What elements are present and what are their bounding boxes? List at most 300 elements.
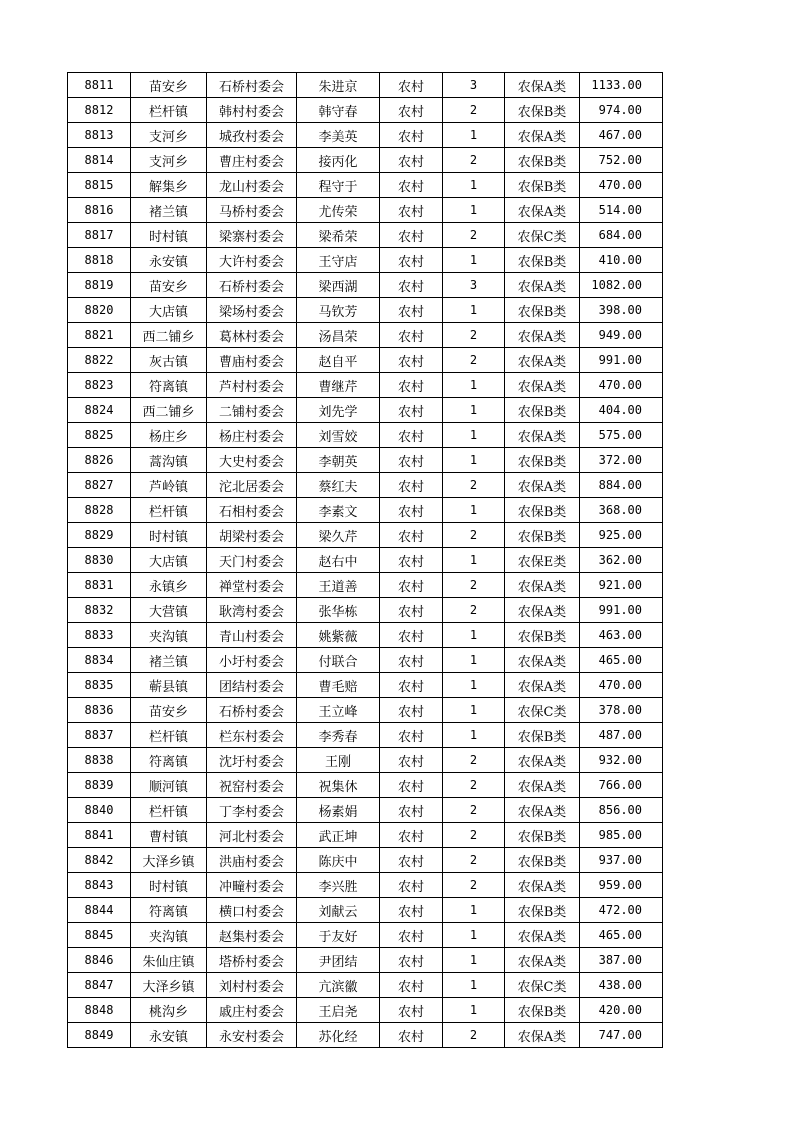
- table-row: [68, 673, 663, 698]
- village-committee-cell: 栏东村委会: [207, 723, 297, 748]
- record-id-cell: 8843: [68, 873, 131, 898]
- person-name-cell: 武正坤: [297, 823, 380, 848]
- person-name-cell: 王启尧: [297, 998, 380, 1023]
- table-row: [68, 523, 663, 548]
- amount-cell: 1133.00: [580, 73, 663, 98]
- record-id-cell: 8838: [68, 748, 131, 773]
- person-name-cell: 刘雪姣: [297, 423, 380, 448]
- village-committee-cell: 大史村委会: [207, 448, 297, 473]
- insurance-category-cell: 农保C类: [505, 973, 580, 998]
- member-count-cell: 1: [443, 248, 505, 273]
- member-count-cell: 3: [443, 73, 505, 98]
- household-type-cell: 农村: [380, 73, 443, 98]
- person-name-cell: 赵右中: [297, 548, 380, 573]
- township-cell: 桃沟乡: [131, 998, 207, 1023]
- table-row: [68, 273, 663, 298]
- record-id-cell: 8825: [68, 423, 131, 448]
- member-count-cell: 1: [443, 948, 505, 973]
- person-name-cell: 李秀春: [297, 723, 380, 748]
- table-row: [68, 873, 663, 898]
- household-type-cell: 农村: [380, 573, 443, 598]
- township-cell: 符离镇: [131, 898, 207, 923]
- record-id-cell: 8833: [68, 623, 131, 648]
- household-type-cell: 农村: [380, 673, 443, 698]
- member-count-cell: 2: [443, 598, 505, 623]
- household-type-cell: 农村: [380, 123, 443, 148]
- person-name-cell: 尤传荣: [297, 198, 380, 223]
- household-type-cell: 农村: [380, 848, 443, 873]
- person-name-cell: 韩守春: [297, 98, 380, 123]
- amount-cell: 465.00: [580, 648, 663, 673]
- table-row: [68, 998, 663, 1023]
- amount-cell: 949.00: [580, 323, 663, 348]
- household-type-cell: 农村: [380, 923, 443, 948]
- household-type-cell: 农村: [380, 698, 443, 723]
- table-row: [68, 123, 663, 148]
- village-committee-cell: 芦村村委会: [207, 373, 297, 398]
- person-name-cell: 马钦芳: [297, 298, 380, 323]
- record-id-cell: 8831: [68, 573, 131, 598]
- household-type-cell: 农村: [380, 348, 443, 373]
- person-name-cell: 杨素娟: [297, 798, 380, 823]
- village-committee-cell: 团结村委会: [207, 673, 297, 698]
- township-cell: 大店镇: [131, 548, 207, 573]
- member-count-cell: 1: [443, 198, 505, 223]
- table-row: [68, 223, 663, 248]
- person-name-cell: 曹继芹: [297, 373, 380, 398]
- village-committee-cell: 龙山村委会: [207, 173, 297, 198]
- amount-cell: 467.00: [580, 123, 663, 148]
- record-id-cell: 8839: [68, 773, 131, 798]
- person-name-cell: 刘献云: [297, 898, 380, 923]
- insurance-category-cell: 农保A类: [505, 348, 580, 373]
- household-type-cell: 农村: [380, 498, 443, 523]
- amount-cell: 472.00: [580, 898, 663, 923]
- person-name-cell: 李朝英: [297, 448, 380, 473]
- insurance-category-cell: 农保C类: [505, 698, 580, 723]
- record-id-cell: 8841: [68, 823, 131, 848]
- member-count-cell: 1: [443, 498, 505, 523]
- table-row: [68, 623, 663, 648]
- township-cell: 蕲县镇: [131, 673, 207, 698]
- township-cell: 大营镇: [131, 598, 207, 623]
- amount-cell: 1082.00: [580, 273, 663, 298]
- record-id-cell: 8812: [68, 98, 131, 123]
- table-row: [68, 73, 663, 98]
- record-id-cell: 8816: [68, 198, 131, 223]
- person-name-cell: 接丙化: [297, 148, 380, 173]
- household-type-cell: 农村: [380, 523, 443, 548]
- table-body: [68, 73, 663, 1048]
- insurance-category-cell: 农保A类: [505, 373, 580, 398]
- township-cell: 顺河镇: [131, 773, 207, 798]
- member-count-cell: 2: [443, 1023, 505, 1048]
- table-row: [68, 898, 663, 923]
- township-cell: 曹村镇: [131, 823, 207, 848]
- insurance-category-cell: 农保C类: [505, 223, 580, 248]
- household-type-cell: 农村: [380, 823, 443, 848]
- household-type-cell: 农村: [380, 898, 443, 923]
- household-type-cell: 农村: [380, 423, 443, 448]
- amount-cell: 514.00: [580, 198, 663, 223]
- table-row: [68, 148, 663, 173]
- table-row: [68, 723, 663, 748]
- table-row: [68, 498, 663, 523]
- amount-cell: 470.00: [580, 373, 663, 398]
- amount-cell: 684.00: [580, 223, 663, 248]
- township-cell: 灰古镇: [131, 348, 207, 373]
- amount-cell: 766.00: [580, 773, 663, 798]
- township-cell: 栏杆镇: [131, 498, 207, 523]
- table-row: [68, 373, 663, 398]
- person-name-cell: 曹毛赔: [297, 673, 380, 698]
- amount-cell: 856.00: [580, 798, 663, 823]
- insurance-category-cell: 农保B类: [505, 498, 580, 523]
- village-committee-cell: 耿湾村委会: [207, 598, 297, 623]
- person-name-cell: 梁西湖: [297, 273, 380, 298]
- village-committee-cell: 小圩村委会: [207, 648, 297, 673]
- village-committee-cell: 丁李村委会: [207, 798, 297, 823]
- person-name-cell: 陈庆中: [297, 848, 380, 873]
- township-cell: 永安镇: [131, 1023, 207, 1048]
- household-type-cell: 农村: [380, 798, 443, 823]
- insurance-category-cell: 农保B类: [505, 173, 580, 198]
- member-count-cell: 1: [443, 698, 505, 723]
- household-type-cell: 农村: [380, 948, 443, 973]
- village-committee-cell: 城孜村委会: [207, 123, 297, 148]
- township-cell: 朱仙庄镇: [131, 948, 207, 973]
- member-count-cell: 2: [443, 348, 505, 373]
- record-id-cell: 8817: [68, 223, 131, 248]
- insurance-category-cell: 农保B类: [505, 398, 580, 423]
- township-cell: 褚兰镇: [131, 648, 207, 673]
- amount-cell: 438.00: [580, 973, 663, 998]
- insurance-category-cell: 农保A类: [505, 648, 580, 673]
- record-id-cell: 8832: [68, 598, 131, 623]
- member-count-cell: 1: [443, 973, 505, 998]
- member-count-cell: 2: [443, 848, 505, 873]
- table-row: [68, 823, 663, 848]
- table-row: [68, 598, 663, 623]
- village-committee-cell: 梁场村委会: [207, 298, 297, 323]
- township-cell: 西二铺乡: [131, 398, 207, 423]
- insurance-category-cell: 农保B类: [505, 98, 580, 123]
- amount-cell: 959.00: [580, 873, 663, 898]
- table-row: [68, 448, 663, 473]
- member-count-cell: 1: [443, 673, 505, 698]
- table-row: [68, 248, 663, 273]
- member-count-cell: 1: [443, 623, 505, 648]
- household-type-cell: 农村: [380, 648, 443, 673]
- member-count-cell: 2: [443, 773, 505, 798]
- village-committee-cell: 石桥村委会: [207, 273, 297, 298]
- township-cell: 杨庄乡: [131, 423, 207, 448]
- insurance-category-cell: 农保B类: [505, 298, 580, 323]
- amount-cell: 974.00: [580, 98, 663, 123]
- table-row: [68, 423, 663, 448]
- township-cell: 符离镇: [131, 748, 207, 773]
- amount-cell: 937.00: [580, 848, 663, 873]
- insurance-category-cell: 农保A类: [505, 573, 580, 598]
- member-count-cell: 1: [443, 898, 505, 923]
- insurance-category-cell: 农保A类: [505, 198, 580, 223]
- record-id-cell: 8837: [68, 723, 131, 748]
- village-committee-cell: 曹庙村委会: [207, 348, 297, 373]
- insurance-category-cell: 农保A类: [505, 123, 580, 148]
- table-row: [68, 548, 663, 573]
- record-id-cell: 8824: [68, 398, 131, 423]
- township-cell: 符离镇: [131, 373, 207, 398]
- township-cell: 褚兰镇: [131, 198, 207, 223]
- village-committee-cell: 大许村委会: [207, 248, 297, 273]
- household-type-cell: 农村: [380, 198, 443, 223]
- township-cell: 大泽乡镇: [131, 848, 207, 873]
- township-cell: 永镇乡: [131, 573, 207, 598]
- amount-cell: 372.00: [580, 448, 663, 473]
- household-type-cell: 农村: [380, 373, 443, 398]
- insurance-category-cell: 农保A类: [505, 73, 580, 98]
- amount-cell: 575.00: [580, 423, 663, 448]
- village-committee-cell: 冲疃村委会: [207, 873, 297, 898]
- person-name-cell: 刘先学: [297, 398, 380, 423]
- member-count-cell: 1: [443, 448, 505, 473]
- person-name-cell: 王刚: [297, 748, 380, 773]
- records-table: [67, 72, 663, 1048]
- insurance-category-cell: 农保A类: [505, 798, 580, 823]
- amount-cell: 991.00: [580, 598, 663, 623]
- table-row: [68, 948, 663, 973]
- village-committee-cell: 祝窑村委会: [207, 773, 297, 798]
- record-id-cell: 8811: [68, 73, 131, 98]
- table-row: [68, 348, 663, 373]
- insurance-category-cell: 农保A类: [505, 748, 580, 773]
- person-name-cell: 朱进京: [297, 73, 380, 98]
- insurance-category-cell: 农保A类: [505, 423, 580, 448]
- table-row: [68, 973, 663, 998]
- amount-cell: 487.00: [580, 723, 663, 748]
- member-count-cell: 1: [443, 123, 505, 148]
- household-type-cell: 农村: [380, 273, 443, 298]
- amount-cell: 368.00: [580, 498, 663, 523]
- record-id-cell: 8814: [68, 148, 131, 173]
- record-id-cell: 8819: [68, 273, 131, 298]
- amount-cell: 410.00: [580, 248, 663, 273]
- amount-cell: 921.00: [580, 573, 663, 598]
- amount-cell: 378.00: [580, 698, 663, 723]
- village-committee-cell: 石桥村委会: [207, 698, 297, 723]
- village-committee-cell: 马桥村委会: [207, 198, 297, 223]
- township-cell: 夹沟镇: [131, 923, 207, 948]
- insurance-category-cell: 农保A类: [505, 1023, 580, 1048]
- record-id-cell: 8846: [68, 948, 131, 973]
- member-count-cell: 1: [443, 398, 505, 423]
- village-committee-cell: 沱北居委会: [207, 473, 297, 498]
- township-cell: 苗安乡: [131, 273, 207, 298]
- township-cell: 栏杆镇: [131, 798, 207, 823]
- person-name-cell: 张华栋: [297, 598, 380, 623]
- township-cell: 时村镇: [131, 523, 207, 548]
- record-id-cell: 8845: [68, 923, 131, 948]
- table-row: [68, 298, 663, 323]
- insurance-category-cell: 农保A类: [505, 948, 580, 973]
- amount-cell: 470.00: [580, 173, 663, 198]
- table-row: [68, 573, 663, 598]
- table-row: [68, 473, 663, 498]
- person-name-cell: 汤昌荣: [297, 323, 380, 348]
- amount-cell: 752.00: [580, 148, 663, 173]
- village-committee-cell: 刘村村委会: [207, 973, 297, 998]
- table-row: [68, 98, 663, 123]
- amount-cell: 463.00: [580, 623, 663, 648]
- record-id-cell: 8820: [68, 298, 131, 323]
- member-count-cell: 2: [443, 748, 505, 773]
- household-type-cell: 农村: [380, 1023, 443, 1048]
- record-id-cell: 8822: [68, 348, 131, 373]
- record-id-cell: 8842: [68, 848, 131, 873]
- village-committee-cell: 洪庙村委会: [207, 848, 297, 873]
- record-id-cell: 8836: [68, 698, 131, 723]
- village-committee-cell: 永安村委会: [207, 1023, 297, 1048]
- village-committee-cell: 胡梁村委会: [207, 523, 297, 548]
- village-committee-cell: 葛林村委会: [207, 323, 297, 348]
- person-name-cell: 蔡红夫: [297, 473, 380, 498]
- person-name-cell: 亢滨徽: [297, 973, 380, 998]
- amount-cell: 387.00: [580, 948, 663, 973]
- table-row: [68, 923, 663, 948]
- township-cell: 栏杆镇: [131, 723, 207, 748]
- record-id-cell: 8818: [68, 248, 131, 273]
- record-id-cell: 8847: [68, 973, 131, 998]
- township-cell: 时村镇: [131, 873, 207, 898]
- member-count-cell: 1: [443, 923, 505, 948]
- record-id-cell: 8848: [68, 998, 131, 1023]
- household-type-cell: 农村: [380, 773, 443, 798]
- table-row: [68, 323, 663, 348]
- amount-cell: 465.00: [580, 923, 663, 948]
- household-type-cell: 农村: [380, 873, 443, 898]
- amount-cell: 420.00: [580, 998, 663, 1023]
- amount-cell: 362.00: [580, 548, 663, 573]
- amount-cell: 398.00: [580, 298, 663, 323]
- township-cell: 大泽乡镇: [131, 973, 207, 998]
- person-name-cell: 程守于: [297, 173, 380, 198]
- member-count-cell: 2: [443, 523, 505, 548]
- household-type-cell: 农村: [380, 473, 443, 498]
- village-committee-cell: 沈圩村委会: [207, 748, 297, 773]
- member-count-cell: 1: [443, 173, 505, 198]
- township-cell: 永安镇: [131, 248, 207, 273]
- member-count-cell: 2: [443, 223, 505, 248]
- amount-cell: 884.00: [580, 473, 663, 498]
- insurance-category-cell: 农保A类: [505, 273, 580, 298]
- insurance-category-cell: 农保A类: [505, 873, 580, 898]
- person-name-cell: 于友好: [297, 923, 380, 948]
- insurance-category-cell: 农保A类: [505, 673, 580, 698]
- insurance-category-cell: 农保B类: [505, 723, 580, 748]
- record-id-cell: 8849: [68, 1023, 131, 1048]
- table-row: [68, 648, 663, 673]
- insurance-category-cell: 农保B类: [505, 148, 580, 173]
- person-name-cell: 梁希荣: [297, 223, 380, 248]
- member-count-cell: 1: [443, 298, 505, 323]
- table-row: [68, 848, 663, 873]
- person-name-cell: 梁久芹: [297, 523, 380, 548]
- record-id-cell: 8840: [68, 798, 131, 823]
- amount-cell: 985.00: [580, 823, 663, 848]
- household-type-cell: 农村: [380, 623, 443, 648]
- village-committee-cell: 青山村委会: [207, 623, 297, 648]
- village-committee-cell: 韩村村委会: [207, 98, 297, 123]
- table-row: [68, 798, 663, 823]
- record-id-cell: 8823: [68, 373, 131, 398]
- amount-cell: 747.00: [580, 1023, 663, 1048]
- insurance-category-cell: 农保B类: [505, 848, 580, 873]
- member-count-cell: 3: [443, 273, 505, 298]
- table-row: [68, 748, 663, 773]
- person-name-cell: 祝集休: [297, 773, 380, 798]
- household-type-cell: 农村: [380, 323, 443, 348]
- person-name-cell: 赵自平: [297, 348, 380, 373]
- village-committee-cell: 戚庄村委会: [207, 998, 297, 1023]
- member-count-cell: 2: [443, 323, 505, 348]
- member-count-cell: 2: [443, 873, 505, 898]
- table-row: [68, 173, 663, 198]
- record-id-cell: 8828: [68, 498, 131, 523]
- record-id-cell: 8830: [68, 548, 131, 573]
- insurance-category-cell: 农保A类: [505, 323, 580, 348]
- member-count-cell: 1: [443, 423, 505, 448]
- member-count-cell: 1: [443, 998, 505, 1023]
- member-count-cell: 2: [443, 473, 505, 498]
- member-count-cell: 2: [443, 798, 505, 823]
- household-type-cell: 农村: [380, 748, 443, 773]
- record-id-cell: 8826: [68, 448, 131, 473]
- insurance-category-cell: 农保B类: [505, 898, 580, 923]
- insurance-category-cell: 农保A类: [505, 598, 580, 623]
- village-committee-cell: 塔桥村委会: [207, 948, 297, 973]
- record-id-cell: 8829: [68, 523, 131, 548]
- member-count-cell: 1: [443, 548, 505, 573]
- record-id-cell: 8834: [68, 648, 131, 673]
- amount-cell: 991.00: [580, 348, 663, 373]
- insurance-category-cell: 农保A类: [505, 473, 580, 498]
- person-name-cell: 付联合: [297, 648, 380, 673]
- village-committee-cell: 杨庄村委会: [207, 423, 297, 448]
- township-cell: 栏杆镇: [131, 98, 207, 123]
- village-committee-cell: 二铺村委会: [207, 398, 297, 423]
- township-cell: 苗安乡: [131, 698, 207, 723]
- member-count-cell: 2: [443, 573, 505, 598]
- township-cell: 支河乡: [131, 123, 207, 148]
- person-name-cell: 李兴胜: [297, 873, 380, 898]
- record-id-cell: 8844: [68, 898, 131, 923]
- household-type-cell: 农村: [380, 548, 443, 573]
- member-count-cell: 2: [443, 823, 505, 848]
- household-type-cell: 农村: [380, 398, 443, 423]
- household-type-cell: 农村: [380, 448, 443, 473]
- insurance-category-cell: 农保B类: [505, 523, 580, 548]
- member-count-cell: 2: [443, 148, 505, 173]
- village-committee-cell: 禅堂村委会: [207, 573, 297, 598]
- household-type-cell: 农村: [380, 298, 443, 323]
- household-type-cell: 农村: [380, 998, 443, 1023]
- insurance-category-cell: 农保E类: [505, 548, 580, 573]
- household-type-cell: 农村: [380, 223, 443, 248]
- township-cell: 时村镇: [131, 223, 207, 248]
- record-id-cell: 8821: [68, 323, 131, 348]
- amount-cell: 925.00: [580, 523, 663, 548]
- household-type-cell: 农村: [380, 173, 443, 198]
